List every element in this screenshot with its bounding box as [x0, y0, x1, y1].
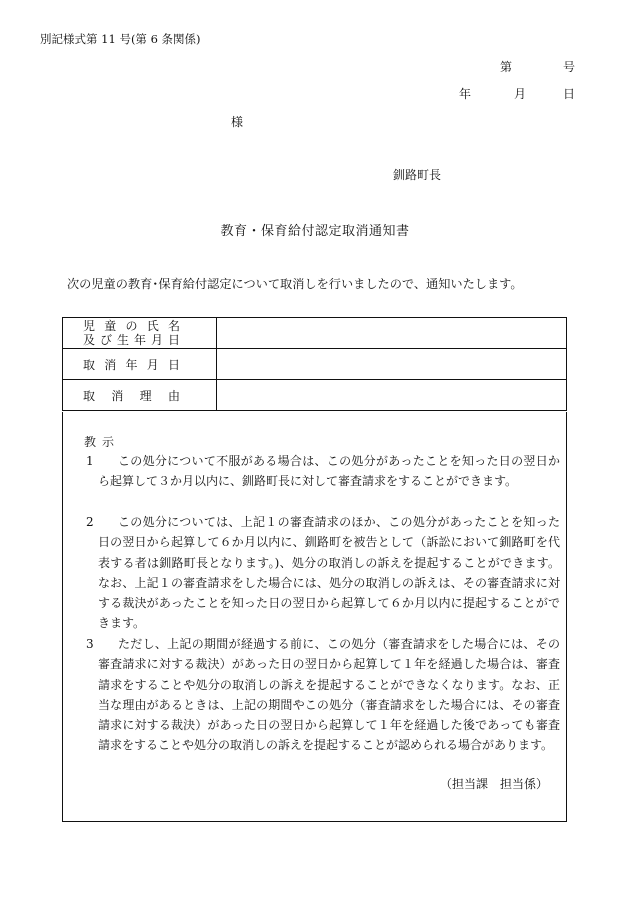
date-day-label: 日	[563, 87, 576, 101]
issuer-name: 釧路町長	[393, 168, 442, 182]
cancel-date-label	[63, 349, 217, 380]
date-year-label: 年	[459, 87, 472, 101]
instruction-heading: 教示	[84, 435, 121, 449]
instruction-item-2-number: 2	[86, 515, 94, 529]
cancel-date-label-text: 取消年月日	[83, 357, 180, 372]
date-month-label: 月	[514, 87, 527, 101]
instruction-item-3-number: 3	[86, 637, 94, 651]
child-name-label-line1: 児童の氏名	[83, 319, 180, 333]
contact-note: （担当課 担当係）	[440, 777, 549, 791]
child-name-label-line2: 及び生年月日	[83, 333, 180, 347]
instruction-item-1-number: 1	[86, 454, 94, 468]
document-number-suffix: 号	[563, 60, 576, 74]
cancel-reason-label	[63, 380, 217, 411]
cancel-reason-value[interactable]	[217, 380, 567, 411]
table-row-child-name	[63, 318, 567, 349]
form-number: 別記様式第 11 号(第 6 条関係)	[40, 32, 201, 46]
child-name-label	[63, 318, 217, 349]
child-name-value[interactable]	[217, 318, 567, 349]
intro-text: 次の児童の教育･保育給付認定について取消しを行いましたので、通知いたします。	[67, 277, 523, 291]
document-title: 教育・保育給付認定取消通知書	[220, 224, 410, 239]
table-row-cancel-date	[63, 349, 567, 380]
cancel-reason-label-text: 取消理由	[83, 388, 180, 403]
instruction-item-3-text: ただし、上記の期間が経過する前に、この処分（審査請求をした場合には、その審査請求に対する裁決）があった日の翌日から起算して１年を経過した場合は、審査請求をすることや処分の取消しの訴えを提起することができなくなります。なお、正当な理由があるときは、上記の期間やこの処分（審査請求をした場合には、その審査請求に対する裁決）があった日の翌日から起算して１年を経過した後であっても審査請求をすることや処分の取消しの訴えを提起することが認められる場合があります。	[98, 637, 560, 753]
cancel-date-value[interactable]	[217, 349, 567, 380]
document-number-prefix: 第	[500, 60, 513, 74]
instruction-item-1-text: この処分について不服がある場合は、この処分があったことを知った日の翌日から起算して３か月以内に、釧路町長に対して審査請求をすることができます。	[98, 454, 560, 489]
instruction-item-2-text: この処分については、上記１の審査請求のほか、この処分があったことを知った日の翌日から起算して６か月以内に、釧路町を被告として（訴訟において釧路町を代表する者は釧路町長となります。)、処分の取消しの訴えを提起することができます。なお、上記１の審査請求をした場合には、処分の取消しの訴えは、その審査請求に対する裁決があったことを知った日の翌日から起算して６か月以内に提起することができます。	[98, 515, 560, 631]
addressee-honorific: 様	[231, 115, 244, 129]
info-table	[62, 317, 567, 411]
table-row-cancel-reason	[63, 380, 567, 411]
